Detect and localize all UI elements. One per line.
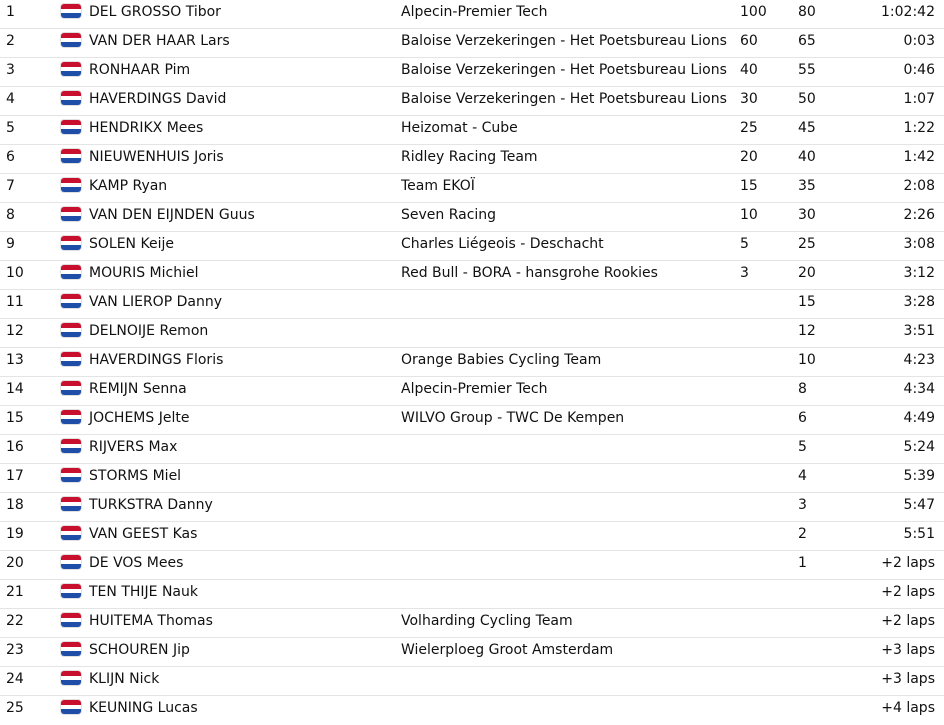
rank: 24 (6, 671, 24, 687)
rider-name-link[interactable]: MOURIS Michiel (89, 265, 199, 281)
table-row (0, 58, 944, 87)
rider-name-link[interactable]: VAN GEEST Kas (89, 526, 198, 542)
team-name-link[interactable]: WILVO Group - TWC De Kempen (401, 410, 625, 426)
table-row (0, 29, 944, 58)
table-row (0, 174, 944, 203)
uci-points: 15 (740, 178, 758, 194)
netherlands-flag-icon (61, 526, 81, 540)
points: 6 (798, 410, 807, 426)
rank: 1 (6, 4, 15, 20)
table-row (0, 145, 944, 174)
netherlands-flag-icon (61, 613, 81, 627)
rider-name-link[interactable]: JOCHEMS Jelte (89, 410, 190, 426)
netherlands-flag-icon (61, 323, 81, 337)
rank: 22 (6, 613, 24, 629)
table-row (0, 435, 944, 464)
rider-name-link[interactable]: RIJVERS Max (89, 439, 178, 455)
points: 10 (798, 352, 816, 368)
table-row (0, 667, 944, 696)
team-name-link[interactable]: Baloise Verzekeringen - Het Poetsbureau Lions (401, 91, 727, 107)
points: 20 (798, 265, 816, 281)
team-name-link[interactable]: Volharding Cycling Team (401, 613, 573, 629)
uci-points: 25 (740, 120, 758, 136)
table-row (0, 232, 944, 261)
time-gap: +2 laps (881, 613, 935, 629)
rider-name-link[interactable]: HENDRIKX Mees (89, 120, 204, 136)
rank: 11 (6, 294, 24, 310)
time-gap: 3:51 (903, 323, 935, 339)
rank: 21 (6, 584, 24, 600)
time-gap: 3:12 (903, 265, 935, 281)
points: 1 (798, 555, 807, 571)
rider-name-link[interactable]: DE VOS Mees (89, 555, 184, 571)
team-name-link[interactable]: Orange Babies Cycling Team (401, 352, 602, 368)
points: 25 (798, 236, 816, 252)
netherlands-flag-icon (61, 352, 81, 366)
time-gap: 5:24 (903, 439, 935, 455)
rank: 10 (6, 265, 24, 281)
uci-points: 60 (740, 33, 758, 49)
rank: 25 (6, 700, 24, 716)
rank: 7 (6, 178, 15, 194)
time-gap: 2:08 (903, 178, 935, 194)
table-row (0, 348, 944, 377)
uci-points: 30 (740, 91, 758, 107)
table-row (0, 87, 944, 116)
points: 35 (798, 178, 816, 194)
rider-name-link[interactable]: SCHOUREN Jip (89, 642, 190, 658)
rider-name-link[interactable]: STORMS Miel (89, 468, 182, 484)
points: 2 (798, 526, 807, 542)
rider-name-link[interactable]: HAVERDINGS David (89, 91, 227, 107)
team-name-link[interactable]: Charles Liégeois - Deschacht (401, 236, 604, 252)
table-row (0, 203, 944, 232)
netherlands-flag-icon (61, 149, 81, 163)
uci-points: 10 (740, 207, 758, 223)
rank: 6 (6, 149, 15, 165)
time-gap: 0:46 (903, 62, 935, 78)
table-row (0, 522, 944, 551)
team-name-link[interactable]: Baloise Verzekeringen - Het Poetsbureau Lions (401, 62, 727, 78)
time-gap: +2 laps (881, 584, 935, 600)
rider-name-link[interactable]: SOLEN Keije (89, 236, 174, 252)
team-name-link[interactable]: Heizomat - Cube (401, 120, 518, 136)
table-row (0, 116, 944, 145)
rank: 15 (6, 410, 24, 426)
rider-name-link[interactable]: DELNOIJE Remon (89, 323, 209, 339)
rank: 14 (6, 381, 24, 397)
table-row (0, 0, 944, 29)
team-name-link[interactable]: Alpecin-Premier Tech (401, 4, 548, 20)
points: 15 (798, 294, 816, 310)
rank: 23 (6, 642, 24, 658)
table-row (0, 696, 944, 725)
rank: 4 (6, 91, 15, 107)
uci-points: 20 (740, 149, 758, 165)
rider-name-link[interactable]: KLIJN Nick (89, 671, 160, 687)
rider-name-link[interactable]: NIEUWENHUIS Joris (89, 149, 224, 165)
netherlands-flag-icon (61, 700, 81, 714)
netherlands-flag-icon (61, 120, 81, 134)
rider-name-link[interactable]: TURKSTRA Danny (89, 497, 213, 513)
time-gap: 3:28 (903, 294, 935, 310)
points: 80 (798, 4, 816, 20)
time-gap: 1:02:42 (881, 4, 935, 20)
table-row (0, 261, 944, 290)
netherlands-flag-icon (61, 91, 81, 105)
points: 4 (798, 468, 807, 484)
team-name-link[interactable]: Red Bull - BORA - hansgrohe Rookies (401, 265, 658, 281)
table-row (0, 638, 944, 667)
team-name-link[interactable]: Wielerploeg Groot Amsterdam (401, 642, 614, 658)
time-gap: 5:51 (903, 526, 935, 542)
time-gap: 1:42 (903, 149, 935, 165)
time-gap: 4:23 (903, 352, 935, 368)
rank: 18 (6, 497, 24, 513)
rider-name-link[interactable]: KEUNING Lucas (89, 700, 198, 716)
netherlands-flag-icon (61, 207, 81, 221)
rider-name-link[interactable]: TEN THIJE Nauk (89, 584, 198, 600)
netherlands-flag-icon (61, 33, 81, 47)
netherlands-flag-icon (61, 410, 81, 424)
points: 30 (798, 207, 816, 223)
uci-points: 5 (740, 236, 749, 252)
table-row (0, 580, 944, 609)
time-gap: 3:08 (903, 236, 935, 252)
rank: 2 (6, 33, 15, 49)
points: 50 (798, 91, 816, 107)
uci-points: 100 (740, 4, 767, 20)
time-gap: 1:07 (903, 91, 935, 107)
team-name-link[interactable]: Baloise Verzekeringen - Het Poetsbureau Lions (401, 33, 727, 49)
rider-name-link[interactable]: VAN LIEROP Danny (89, 294, 222, 310)
uci-points: 3 (740, 265, 749, 281)
time-gap: +3 laps (881, 642, 935, 658)
netherlands-flag-icon (61, 468, 81, 482)
rank: 17 (6, 468, 24, 484)
netherlands-flag-icon (61, 236, 81, 250)
points: 3 (798, 497, 807, 513)
team-name-link[interactable]: Alpecin-Premier Tech (401, 381, 548, 397)
table-row (0, 493, 944, 522)
points: 55 (798, 62, 816, 78)
time-gap: 4:49 (903, 410, 935, 426)
team-name-link[interactable]: Ridley Racing Team (401, 149, 538, 165)
table-row (0, 464, 944, 493)
time-gap: 5:39 (903, 468, 935, 484)
rider-name-link[interactable]: VAN DER HAAR Lars (89, 33, 230, 49)
rank: 19 (6, 526, 24, 542)
netherlands-flag-icon (61, 381, 81, 395)
netherlands-flag-icon (61, 265, 81, 279)
rider-name-link[interactable]: KAMP Ryan (89, 178, 168, 194)
netherlands-flag-icon (61, 642, 81, 656)
table-row (0, 377, 944, 406)
points: 40 (798, 149, 816, 165)
rank: 20 (6, 555, 24, 571)
time-gap: 0:03 (903, 33, 935, 49)
points: 5 (798, 439, 807, 455)
time-gap: +2 laps (881, 555, 935, 571)
rider-name-link[interactable]: RONHAAR Pim (89, 62, 191, 78)
team-name-link[interactable]: Team EKOÏ (401, 178, 475, 194)
netherlands-flag-icon (61, 555, 81, 569)
rank: 8 (6, 207, 15, 223)
netherlands-flag-icon (61, 178, 81, 192)
netherlands-flag-icon (61, 294, 81, 308)
netherlands-flag-icon (61, 439, 81, 453)
netherlands-flag-icon (61, 497, 81, 511)
points: 8 (798, 381, 807, 397)
rider-name-link[interactable]: REMIJN Senna (89, 381, 187, 397)
points: 12 (798, 323, 816, 339)
table-row (0, 319, 944, 348)
rider-name-link[interactable]: DEL GROSSO Tibor (89, 4, 221, 20)
rank: 5 (6, 120, 15, 136)
time-gap: 1:22 (903, 120, 935, 136)
rank: 9 (6, 236, 15, 252)
rider-name-link[interactable]: HUITEMA Thomas (89, 613, 213, 629)
rider-name-link[interactable]: VAN DEN EIJNDEN Guus (89, 207, 255, 223)
rider-name-link[interactable]: HAVERDINGS Floris (89, 352, 224, 368)
netherlands-flag-icon (61, 62, 81, 76)
netherlands-flag-icon (61, 4, 81, 18)
rank: 3 (6, 62, 15, 78)
points: 45 (798, 120, 816, 136)
rank: 16 (6, 439, 24, 455)
netherlands-flag-icon (61, 671, 81, 685)
table-row (0, 290, 944, 319)
time-gap: 2:26 (903, 207, 935, 223)
rank: 13 (6, 352, 24, 368)
table-row (0, 406, 944, 435)
netherlands-flag-icon (61, 584, 81, 598)
time-gap: 5:47 (903, 497, 935, 513)
rank: 12 (6, 323, 24, 339)
time-gap: 4:34 (903, 381, 935, 397)
uci-points: 40 (740, 62, 758, 78)
points: 65 (798, 33, 816, 49)
table-row (0, 609, 944, 638)
team-name-link[interactable]: Seven Racing (401, 207, 497, 223)
table-row (0, 551, 944, 580)
time-gap: +4 laps (881, 700, 935, 716)
time-gap: +3 laps (881, 671, 935, 687)
